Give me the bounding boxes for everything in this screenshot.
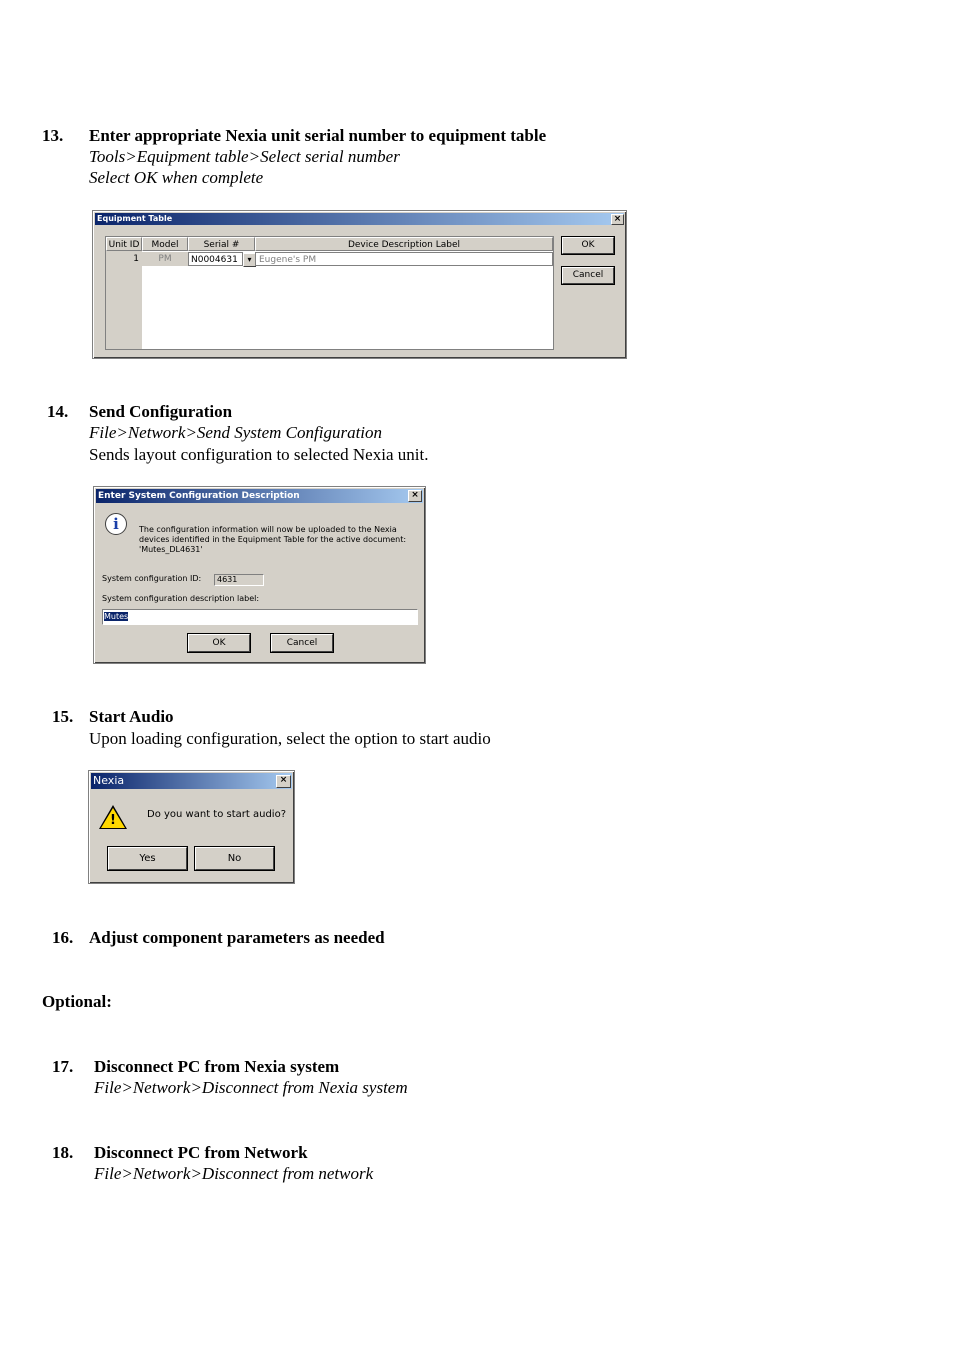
serial-dropdown-icon[interactable]: ▾ — [243, 253, 256, 267]
close-icon[interactable]: × — [611, 214, 624, 225]
step-17-number: 17. — [52, 1057, 74, 1076]
yes-button[interactable]: Yes — [108, 847, 187, 870]
step-13-line-2: Select OK when complete — [89, 168, 264, 187]
cancel-button[interactable]: Cancel — [271, 634, 333, 652]
step-14-title: Send Configuration — [89, 402, 233, 421]
equipment-table-title: Equipment Table — [95, 213, 624, 225]
model-cell: PM — [142, 252, 188, 266]
step-13-number: 13. — [42, 126, 64, 145]
nexia-dialog-title: Nexia — [91, 773, 292, 789]
step-17-title: Disconnect PC from Nexia system — [94, 1057, 340, 1076]
step-16-title: Adjust component parameters as needed — [89, 928, 385, 947]
step-18-line-1: File>Network>Disconnect from network — [94, 1164, 374, 1183]
column-header-description[interactable]: Device Description Label — [255, 237, 553, 251]
step-13-title: Enter appropriate Nexia unit serial number to equipment table — [89, 126, 547, 145]
warning-glyph: ! — [110, 813, 116, 828]
config-message: The configuration information will now be uploaded to the Nexia devices identified in the Equipment Table for the active document: 'Mutes_DL4631' — [139, 525, 407, 554]
config-id-label: System configuration ID: — [102, 574, 202, 583]
step-14-line-2: Sends layout configuration to selected Nexia unit. — [89, 445, 429, 464]
config-desc-label: System configuration description label: — [102, 594, 260, 603]
config-desc-selected-text: Mutes — [104, 612, 129, 621]
step-17-line-1: File>Network>Disconnect from Nexia system — [94, 1078, 408, 1097]
column-header-model[interactable]: Model — [142, 237, 188, 251]
info-icon: i — [105, 513, 127, 535]
config-dialog-title: Enter System Configuration Description — [96, 489, 423, 503]
step-18-title: Disconnect PC from Network — [94, 1143, 308, 1162]
step-15-title: Start Audio — [89, 707, 174, 726]
no-button[interactable]: No — [195, 847, 274, 870]
step-15-number: 15. — [52, 707, 74, 726]
column-header-serial[interactable]: Serial # — [188, 237, 255, 251]
config-desc-input[interactable] — [102, 609, 418, 625]
ok-button[interactable]: OK — [562, 237, 614, 254]
config-id-field: 4631 — [214, 574, 264, 586]
step-13-line-1: Tools>Equipment table>Select serial number — [89, 147, 400, 166]
close-icon[interactable]: × — [408, 490, 422, 502]
step-15-line-1: Upon loading configuration, select the option to start audio — [89, 729, 491, 748]
optional-heading: Optional: — [42, 992, 112, 1011]
start-audio-dialog — [88, 770, 295, 884]
unit-id-cell: 1 — [106, 252, 142, 266]
description-cell[interactable]: Eugene's PM — [255, 252, 553, 266]
audio-message: Do you want to start audio? — [147, 809, 286, 820]
equipment-grid — [105, 236, 554, 350]
column-header-unit-id[interactable]: Unit ID — [106, 237, 142, 251]
cancel-button[interactable]: Cancel — [562, 267, 614, 284]
step-14-line-1: File>Network>Send System Configuration — [89, 423, 383, 442]
step-18-number: 18. — [52, 1143, 74, 1162]
step-16-number: 16. — [52, 928, 74, 947]
equipment-table-dialog — [92, 210, 627, 359]
close-icon[interactable]: × — [276, 775, 291, 788]
step-14-number: 14. — [47, 402, 69, 421]
serial-cell[interactable]: N0004631 — [188, 252, 243, 266]
ok-button[interactable]: OK — [188, 634, 250, 652]
config-description-dialog — [93, 486, 426, 664]
